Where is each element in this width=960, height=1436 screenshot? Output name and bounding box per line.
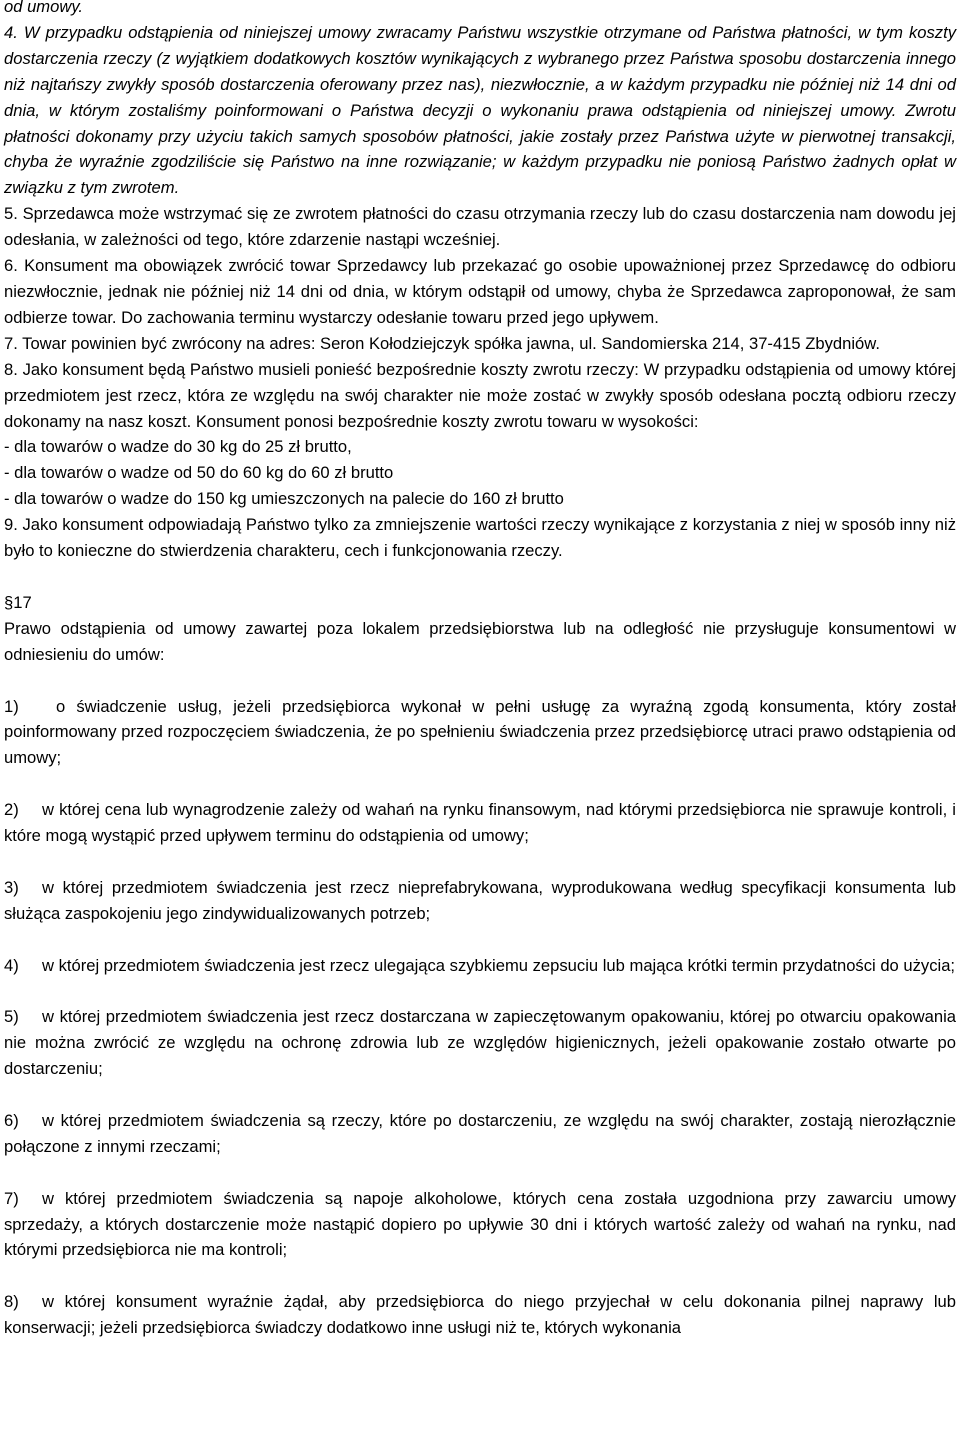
paragraph-7: 7. Towar powinien być zwrócony na adres: Seron Kołodziejczyk spółka jawna, ul. Sandomierska 214, 37-415 Zbydniów. — [4, 333, 880, 353]
exception-item-8 — [4, 1289, 956, 1341]
paragraph-4-text: 4. W przypadku odstąpienia od niniejszej umowy zwracamy Państwu wszystkie otrzymane od Państwa płatności, w tym koszty dostarczenia rzeczy (z wyjątkiem dodatkowych kosztów wynikających z wybranego przez Państwa sposobu dostarczenia innego niż najtańszy zwykły sposób dostarczenia oferowany przez nas), niezwłocznie, a w każdym przypadku nie później niż 14 dni od dnia, w którym zostaliśmy poinformowani o Państwa decyzji o wykonaniu prawa odstąpienia od niniejszej umowy. — [4, 22, 956, 120]
item-text: w której cena lub wynagrodzenie zależy od wahań na rynku finansowym, nad którymi przedsiębiorca nie sprawuje kontroli, i które mogą wystąpić przed upływem terminu do odstąpienia od umowy; — [4, 800, 956, 846]
item-number: 7) — [4, 1188, 19, 1208]
item-text: w której konsument wyraźnie żądał, aby przedsiębiorca do niego przyjechał w celu dokonania pilnej naprawy lub konserwacji; jeżeli przedsiębiorca świadczy dodatkowo inne usługi niż te, których wykonania — [4, 1292, 956, 1338]
item-text: w której przedmiotem świadczenia jest rzecz dostarczana w zapieczętowanym opakowaniu, której po otwarciu opakowania nie można zwrócić ze względu na ochronę zdrowia lub ze względów higienicznych, jeżeli opakowanie zostało otwarte po dostarczeniu; — [4, 1007, 956, 1079]
paragraph-9: 9. Jako konsument odpowiadają Państwo tylko za zmniejszenie wartości rzeczy wynikające z korzystania z niej w sposób inny niż było to konieczne do stwierdzenia charakteru, cech i funkcjonowania rzeczy. — [4, 515, 956, 561]
paragraph-6: 6. Konsument ma obowiązek zwrócić towar Sprzedawcy lub przekazać go osobie upoważnionej przez Sprzedawcę do odbioru niezwłocznie, jednak nie później niż 14 dni od dnia, w którym odstąpił od umowy, chyba że Sprzedawca zaproponował, że sam odbierze towar. Do zachowania terminu wystarczy odesłanie towaru przed jego upływem. — [4, 256, 956, 327]
item-text: w której przedmiotem świadczenia są rzeczy, które po dostarczeniu, ze względu na swój charakter, zostają nierozłącznie połączone z innymi rzeczami; — [4, 1110, 956, 1156]
item-text: w której przedmiotem świadczenia są napoje alkoholowe, których cena została uzgodniona przy zawarciu umowy sprzedaży, a których dostarczenie może nastąpić dopiero po upływie 30 dni i których wartość zależy od wahań na rynku, nad którymi przedsiębiorca nie ma kontroli; — [4, 1188, 956, 1260]
previous-paragraph-tail: od umowy. — [4, 0, 84, 16]
exception-item-5 — [4, 1004, 956, 1082]
section-heading: §17 — [4, 592, 32, 612]
cost-item: - dla towarów o wadze do 150 kg umieszczonych na palecie do 160 zł brutto — [4, 489, 564, 509]
exception-item-3 — [4, 875, 956, 927]
cost-item: - dla towarów o wadze od 50 do 60 kg do 60 zł brutto — [4, 463, 394, 483]
item-text: w której przedmiotem świadczenia jest rzecz ulegająca szybkiemu zepsuciu lub mająca krótki termin przydatności do użycia; — [42, 955, 956, 975]
paragraph-4-text-cont: Zwrotu płatności dokonamy przy użyciu takich samych sposobów płatności, jakie zostały przez Państwa użyte w pierwotnej transakcji, chyba że wyraźnie zgodziliście się Państwo na inne rozwiązanie; w każdym przypadku nie poniosą Państwo żadnych opłat w związku z tym zwrotem. — [4, 100, 956, 198]
item-number: 6) — [4, 1110, 19, 1130]
exception-item-7 — [4, 1186, 956, 1264]
item-number: 4) — [4, 955, 19, 975]
item-number: 3) — [4, 877, 19, 897]
exception-item-1 — [4, 694, 956, 772]
paragraph-5: 5. Sprzedawca może wstrzymać się ze zwrotem płatności do czasu otrzymania rzeczy lub do czasu dostarczenia nam dowodu jej odesłania, w zależności od tego, które zdarzenie nastąpi wcześniej. — [4, 204, 956, 250]
item-number: 8) — [4, 1292, 19, 1312]
item-number: 5) — [4, 1007, 19, 1027]
paragraph-8: 8. Jako konsument będą Państwo musieli ponieść bezpośrednie koszty zwrotu rzeczy: W przypadku odstąpienia od umowy której przedmiotem jest rzecz, która ze względu na swój charakter nie może zostać w zwykły sposób odesłana pocztą odbioru rzeczy dokonamy na nasz koszt. Konsument ponosi bezpośrednie koszty zwrotu towaru w wysokości: — [4, 359, 956, 431]
item-number: 2) — [4, 800, 19, 820]
item-number: 1) — [4, 696, 19, 716]
exception-item-2 — [4, 797, 956, 849]
exception-item-6 — [4, 1108, 956, 1160]
section-intro: Prawo odstąpienia od umowy zawartej poza lokalem przedsiębiorstwa lub na odległość nie przysługuje konsumentowi w odniesieniu do umów: — [4, 618, 956, 664]
exception-item-4 — [4, 953, 956, 979]
paragraph-tail — [4, 0, 956, 20]
cost-item: - dla towarów o wadze do 30 kg do 25 zł brutto, — [4, 437, 352, 457]
item-text: w której przedmiotem świadczenia jest rzecz nieprefabrykowana, wyprodukowana według specyfikacji konsumenta lub służąca zaspokojeniu jego zindywidualizowanych potrzeb; — [4, 877, 956, 923]
item-text: o świadczenie usług, jeżeli przedsiębiorca wykonał w pełni usługę za wyraźną zgodą konsumenta, który został poinformowany przed rozpoczęciem świadczenia, że po spełnieniu świadczenia przez przedsiębiorcę utraci prawo odstąpienia od umowy; — [4, 696, 956, 768]
document-page — [4, 0, 956, 1341]
paragraph-4 — [4, 20, 956, 201]
